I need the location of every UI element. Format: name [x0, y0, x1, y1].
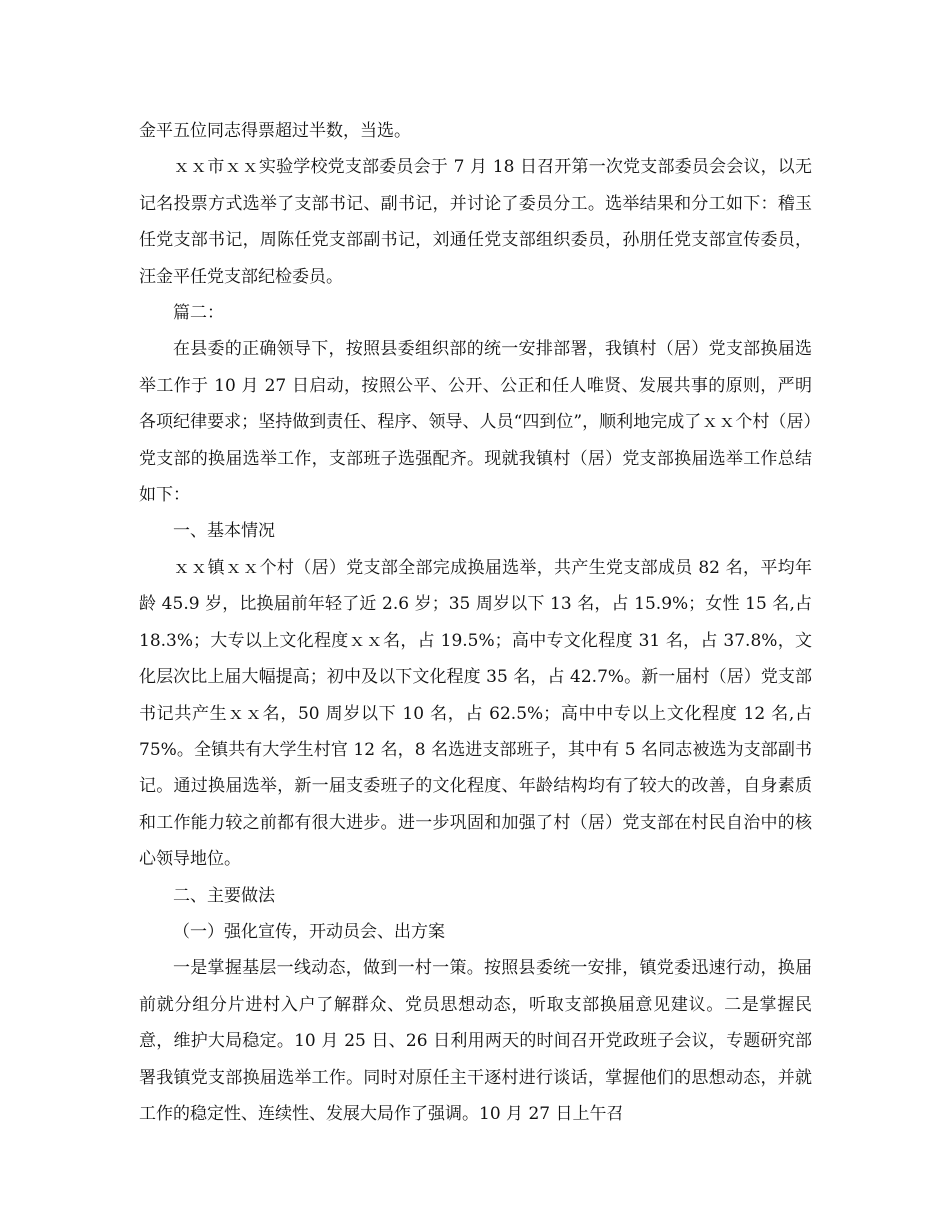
- paragraph-continuation: 金平五位同志得票超过半数，当选。: [139, 121, 411, 141]
- subheading-publicity: （一）强化宣传，开动员会、出方案: [173, 921, 445, 942]
- paragraph-introduction: 在县委的正确领导下，按照县委组织部的统一安排部署，我镇村（居）党支部换届选举工作于 10 月 27 日启动，按照公平、公开、公正和任人唯贤、发展共事的原则，严明各项纪律要求；坚持做到责任、程序、领导、人员“四到位”，顺利地完成了ｘｘ个村（居）党支部的换届选举工作，支部班子选强配齐。现就我镇村（居）党支部换届选举工作总结如下：: [139, 339, 812, 506]
- heading-basic-situation: 一、基本情况: [173, 521, 275, 542]
- document-page: [139, 113, 818, 1132]
- heading-main-practices: 二、主要做法: [173, 885, 275, 906]
- paragraph-basic-situation: ｘｘ镇ｘｘ个村（居）党支部全部完成换届选举，共产生党支部成员 82 名，平均年龄 45.9 岁，比换届前年轻了近 2.6 岁；35 周岁以下 13 名，占 15.9%；女性 15 名,占 18.3%；大专以上文化程度ｘｘ名，占 19.5%；高中专文化程度 31 名，占 37.8%，文化层次比上届大幅提高；初中及以下文化程度 35 名，占 42.7%。新一届村（居）党支部书记共产生ｘｘ名，50 周岁以下 10 名，占 62.5%；高中中专以上文化程度 12 名,占 75%。全镇共有大学生村官 12 名，8 名选进支部班子，其中有 5 名同志被选为支部副书记。通过换届选举，新一届支委班子的文化程度、年龄结构均有了较大的改善，自身素质和工作能力较之前都有很大进步。进一步巩固和加强了村（居）党支部在村民自治中的核心领导地位。: [139, 557, 818, 870]
- paragraph-practices-detail: 一是掌握基层一线动态，做到一村一策。按照县委统一安排，镇党委迅速行动，换届前就分组分片进村入户了解群众、党员思想动态，听取支部换届意见建议。二是掌握民意，维护大局稳定。10 月 25 日、26 日利用两天的时间召开党政班子会议，专题研究部署我镇党支部换届选举工作。同时对原任主干逐村进行谈话，掌握他们的思想动态，并就工作的稳定性、连续性、发展大局作了强调。10 月 27 日上午召: [139, 958, 812, 1124]
- paragraph-election-result: ｘｘ市ｘｘ实验学校党支部委员会于 7 月 18 日召开第一次党支部委员会会议，以无记名投票方式选举了支部书记、副书记，并讨论了委员分工。选举结果和分工如下：稽玉任党支部书记，周陈任党支部副书记，刘通任党支部组织委员，孙朋任党支部宣传委员，汪金平任党支部纪检委员。: [139, 157, 812, 287]
- section-title-part-two: 篇二：: [173, 303, 224, 324]
